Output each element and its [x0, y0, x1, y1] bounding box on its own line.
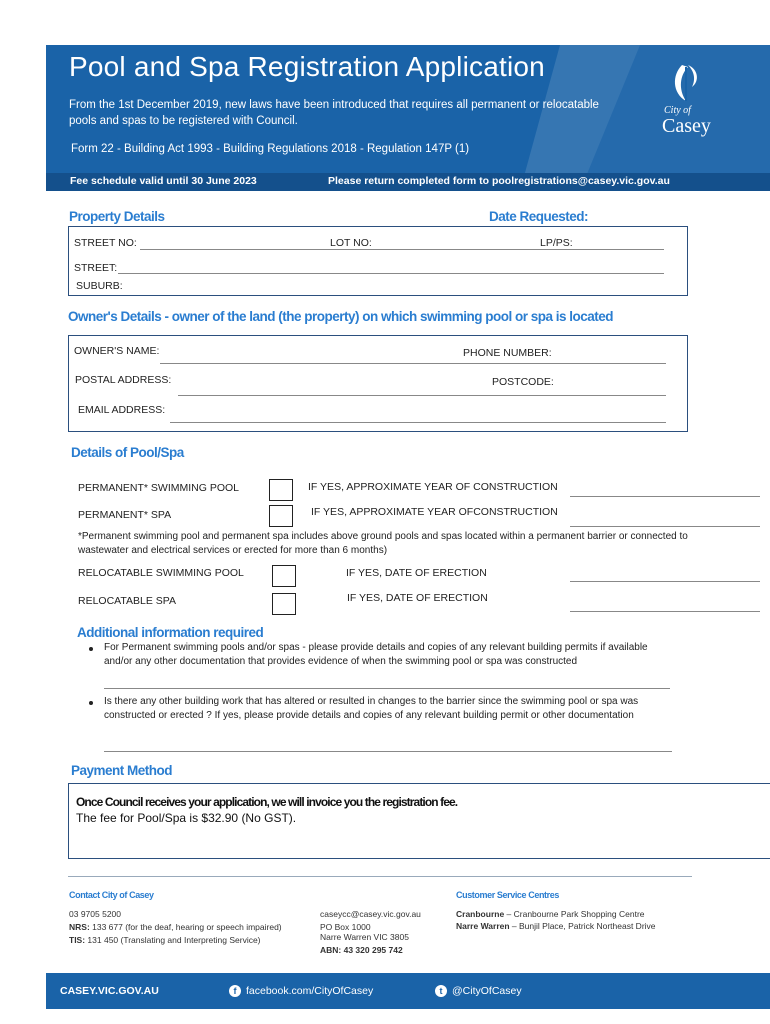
logo-city-text: City of — [664, 105, 691, 116]
relocatable-spa-question: IF YES, DATE OF ERECTION — [347, 592, 488, 604]
form-reference: Form 22 - Building Act 1993 - Building Regulations 2018 - Regulation 147P (1) — [71, 143, 470, 155]
permanent-pool-year-field[interactable] — [570, 496, 760, 497]
bullet-icon — [89, 647, 93, 651]
header-banner — [46, 45, 770, 191]
phone-number-label: PHONE NUMBER: — [463, 347, 552, 359]
additional-item-permits: For Permanent swimming pools and/or spas - please provide details and copies of any relevant building permits if available and/or any other documentation that provides evidence of when the swimming pool or spa was constructed — [104, 642, 648, 667]
contact-po-box: PO Box 1000 — [320, 922, 371, 932]
owner-name-label: OWNER'S NAME: — [74, 345, 160, 357]
return-instruction: Please return completed form to poolregistrations@casey.vic.gov.au — [328, 175, 670, 187]
permanent-pool-checkbox[interactable] — [269, 479, 293, 501]
permits-details-field[interactable] — [104, 688, 670, 689]
permanent-note: *Permanent swimming pool and permanent spa includes above ground pools and spas located within a permanent barrier or connected to wastewater and electrical services or erected for more than 6 months) — [78, 531, 688, 556]
relocatable-spa-checkbox[interactable] — [272, 593, 296, 615]
contact-nrs: NRS: 133 677 (for the deaf, hearing or speech impaired) — [69, 922, 282, 932]
date-requested-heading: Date Requested: — [489, 209, 589, 224]
contact-email[interactable]: caseycc@casey.vic.gov.au — [320, 909, 421, 919]
permanent-spa-year-field[interactable] — [570, 526, 760, 527]
payment-method-heading: Payment Method — [71, 763, 173, 778]
contact-phone: 03 9705 5200 — [69, 909, 121, 919]
facebook-link[interactable]: facebook.com/CityOfCasey — [246, 985, 374, 997]
street-no-field[interactable] — [140, 249, 664, 250]
permanent-pool-label: PERMANENT* SWIMMING POOL — [78, 482, 240, 494]
permanent-spa-checkbox[interactable] — [269, 505, 293, 527]
street-label: STREET: — [74, 262, 118, 274]
bottom-bar — [46, 973, 770, 1009]
street-no-label: STREET NO: — [74, 237, 137, 249]
page-title: Pool and Spa Registration Application — [69, 51, 545, 82]
postcode-label: POSTCODE: — [492, 376, 554, 388]
owner-details-heading: Owner's Details - owner of the land (the property) on which swimming pool or spa is located — [68, 309, 614, 324]
email-address-label: EMAIL ADDRESS: — [78, 404, 166, 416]
permanent-spa-label: PERMANENT* SPA — [78, 509, 172, 521]
owner-name-field[interactable] — [160, 363, 666, 364]
logo-casey-text: Casey — [662, 115, 711, 137]
email-address-field[interactable] — [170, 422, 666, 423]
additional-info-heading: Additional information required — [77, 625, 264, 640]
website-link[interactable]: CASEY.VIC.GOV.AU — [60, 985, 159, 997]
footer-divider — [68, 876, 692, 877]
lot-no-label: LOT NO: — [330, 237, 372, 249]
info-strip — [46, 173, 770, 191]
contact-po-suburb: Narre Warren VIC 3805 — [320, 932, 409, 942]
lp-ps-label: LP/PS: — [540, 237, 573, 249]
property-details-heading: Property Details — [69, 209, 165, 224]
contact-tis: TIS: 131 450 (Translating and Interpreting Service) — [69, 935, 261, 945]
bullet-icon — [89, 701, 93, 705]
intro-text: From the 1st December 2019, new laws have been introduced that requires all permanent or relocatable pools and spas to be registered with Council. — [69, 99, 599, 127]
suburb-label: SUBURB: — [76, 280, 123, 292]
relocatable-pool-label: RELOCATABLE SWIMMING POOL — [78, 567, 244, 579]
relocatable-spa-date-field[interactable] — [570, 611, 760, 612]
property-box — [68, 226, 688, 296]
contact-heading: Contact City of Casey — [69, 890, 154, 900]
service-centres-heading: Customer Service Centres — [456, 890, 559, 900]
relocatable-pool-date-field[interactable] — [570, 581, 760, 582]
barrier-details-field[interactable] — [104, 751, 672, 752]
permanent-pool-question: IF YES, APPROXIMATE YEAR OF CONSTRUCTION — [308, 481, 558, 493]
relocatable-pool-checkbox[interactable] — [272, 565, 296, 587]
postal-address-label: POSTAL ADDRESS: — [75, 374, 172, 386]
twitter-link[interactable]: @CityOfCasey — [452, 985, 522, 997]
street-field[interactable] — [118, 273, 664, 274]
payment-fee-text: The fee for Pool/Spa is $32.90 (No GST). — [76, 811, 297, 825]
fee-schedule: Fee schedule valid until 30 June 2023 — [70, 175, 257, 187]
payment-invoice-text: Once Council receives your application, we will invoice you the registration fee. — [76, 795, 458, 809]
centre-cranbourne: Cranbourne – Cranbourne Park Shopping Centre — [456, 909, 645, 919]
contact-abn: ABN: 43 320 295 742 — [320, 945, 403, 955]
additional-item-barrier: Is there any other building work that has altered or resulted in changes to the barrier since the swimming pool or spa was constructed or erected ? If yes, please provide details and copies of any relevant building permit or other documentation — [104, 696, 639, 721]
permanent-spa-question: IF YES, APPROXIMATE YEAR OFCONSTRUCTION — [311, 506, 558, 518]
pool-details-heading: Details of Pool/Spa — [71, 445, 184, 460]
twitter-icon: t — [435, 985, 447, 997]
facebook-icon: f — [229, 985, 241, 997]
relocatable-pool-question: IF YES, DATE OF ERECTION — [346, 567, 487, 579]
relocatable-spa-label: RELOCATABLE SPA — [78, 595, 177, 607]
postal-address-field[interactable] — [178, 395, 666, 396]
centre-narre-warren: Narre Warren – Bunjil Place, Patrick Northeast Drive — [456, 921, 656, 931]
